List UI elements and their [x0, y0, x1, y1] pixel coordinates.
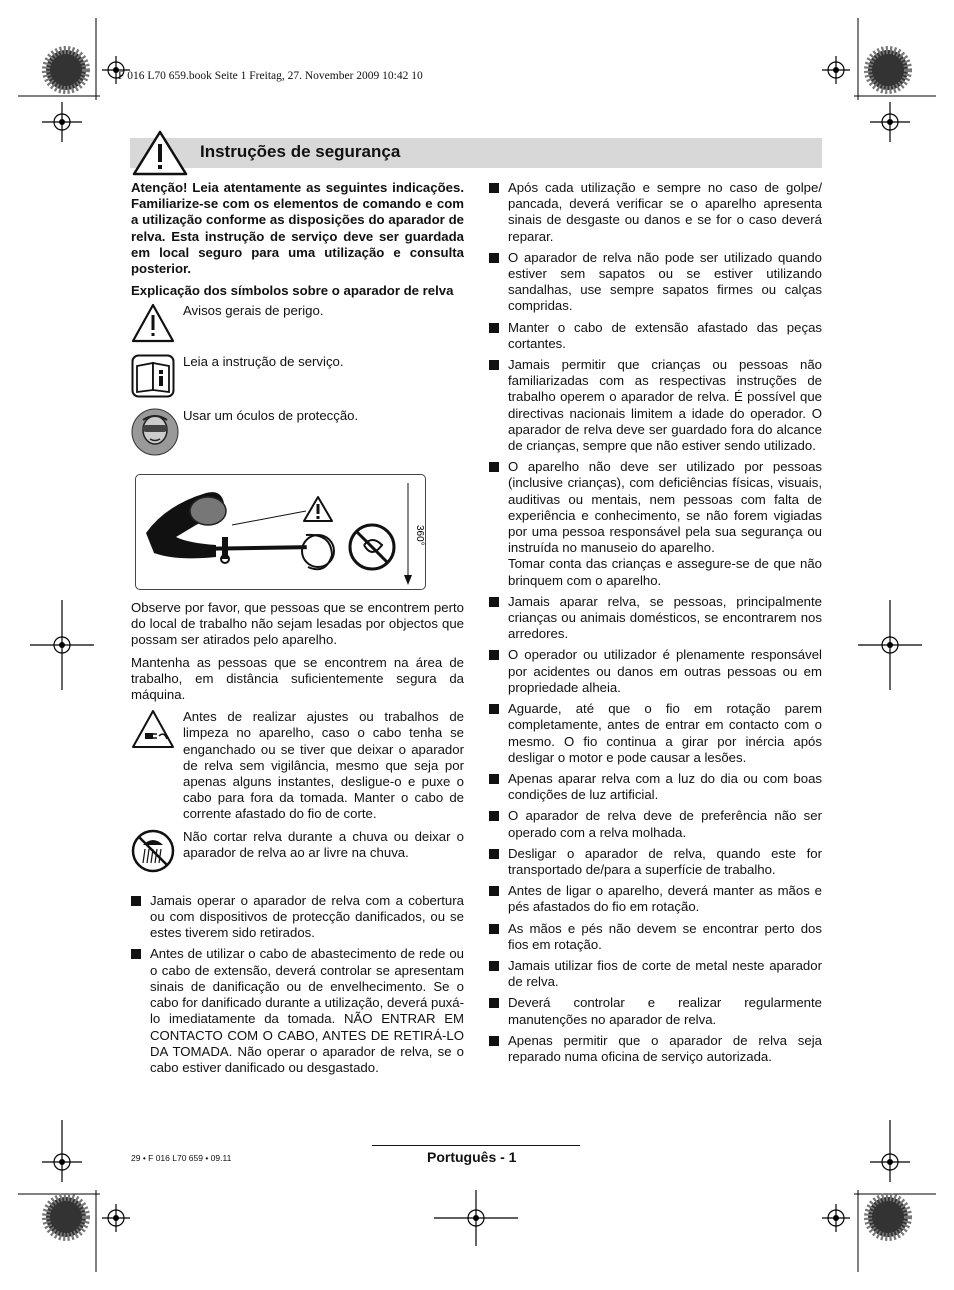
- footer-rule: [372, 1145, 580, 1146]
- list-item: Manter o cabo de extensão afastado das peças cortantes.: [489, 320, 822, 352]
- left-column: [131, 180, 464, 1081]
- section-title: Instruções de segurança: [200, 142, 401, 161]
- list-item: Antes de ligar o aparelho, deverá manter as mãos e pés afastados do fio em rotação.: [489, 883, 822, 915]
- bullet-square-icon: [489, 998, 499, 1008]
- unplug-paragraph: Antes de realizar ajustes ou trabalhos de limpeza no aparelho, caso o cabo tenha se enganchado ou se tiver que deixar o aparador de relva sem vigilância, mesmo que seja por apenas alguns instantes, desligue-o e puxe o cabo para fora da tomada. Manter o cabo de corrente afastado do fio de corte.: [183, 709, 464, 822]
- unplug-warning-icon: [131, 709, 175, 749]
- symbol-text: Leia a instrução de serviço.: [183, 353, 344, 369]
- list-item: Aguarde, até que o fio em rotação parem completamente, antes de entrar em contacto com o mesmo. O fio continua a girar por inércia após desligar o motor e pode causar a lesões.: [489, 701, 822, 766]
- bullet-square-icon: [489, 360, 499, 370]
- list-item: O operador ou utilizador é plenamente responsável por acidentes ou danos em outras pessoas ou em propriedade alheia.: [489, 647, 822, 696]
- no-rain-icon: [131, 829, 175, 873]
- list-item: O aparador de relva não pode ser utilizado quando estiver sem sapatos ou se estiver utilizando sandalhas, use sempre sapatos firmes ou calças compridas.: [489, 250, 822, 315]
- right-column: [489, 180, 822, 1070]
- symbol-row: [131, 709, 464, 822]
- symbols-heading: Explicação dos símbolos sobre o aparador de relva: [131, 283, 454, 299]
- bullet-square-icon: [489, 704, 499, 714]
- bullet-square-icon: [489, 597, 499, 607]
- bullet-square-icon: [489, 849, 499, 859]
- symbol-text: Avisos gerais de perigo.: [183, 303, 324, 319]
- list-item: Após cada utilização e sempre no caso de golpe/ pancada, deverá verificar se o aparelho apresenta sinais de desgaste ou danos e se for o caso deverá reparar.: [489, 180, 822, 245]
- list-item: Jamais aparar relva, se pessoas, principalmente crianças ou animais domésticos, se encontrarem nos arredores.: [489, 594, 822, 643]
- bullet-square-icon: [489, 774, 499, 784]
- symbol-row: [131, 354, 464, 402]
- symbol-row: [131, 408, 464, 460]
- list-item: Antes de utilizar o cabo de abastecimento de rede ou o cabo de extensão, deverá controlar se apresentam sinais de danificação ou de envelhecimento. Se o cabo for danificado durante a utilização, deverá puxá-lo imediatamente da tomada. NÃO ENTRAR EM CONTACTO COM O CABO, ANTES DE RETIRÁ-LO DA TOMADA. Não operar o aparador de relva, se o cabo estiver danificado ou desgastado.: [131, 946, 464, 1076]
- bullet-square-icon: [489, 924, 499, 934]
- bullet-square-icon: [131, 949, 141, 959]
- bullet-square-icon: [489, 811, 499, 821]
- symbol-row: [131, 303, 464, 347]
- list-item: O aparelho não deve ser utilizado por pessoas (inclusive crianças), com deficiências físicas, visuais, auditivas ou mentais, nem pessoas com falta de experiência e conhecimento, se não forem vigiadas por uma pessoa responsável pela sua segurança ou instruída no manuseio do aparelho. Tomar conta das crianças e assegure-se de que não brinquem com o aparelho.: [489, 459, 822, 589]
- observe-paragraph: Observe por favor, que pessoas que se encontrem perto do local de trabalho não sejam lesadas por objectos que possam ser atirados pelo aparelho.: [131, 600, 464, 648]
- footer-page-label: Português - 1: [427, 1149, 517, 1165]
- symbol-text: Usar um óculos de protecção.: [183, 407, 359, 423]
- warning-triangle-icon: [130, 130, 190, 176]
- list-item: O aparador de relva deve de preferência não ser operado com a relva molhada.: [489, 808, 822, 840]
- bullet-square-icon: [489, 961, 499, 971]
- bullet-square-icon: [489, 1036, 499, 1046]
- operator-trimmer-illustration: [136, 475, 425, 589]
- rotation-angle-label: 360°: [414, 525, 425, 546]
- intro-warning: Atenção! Leia atentamente as seguintes indicações. Familiarize-se com os elementos de comando e com a utilização conforme as disposições do aparador de relva. Esta instrução de serviço deve ser guardada em local seguro para uma utilização e consulta posterior.: [131, 180, 464, 277]
- bullet-square-icon: [131, 896, 141, 906]
- bullet-square-icon: [489, 183, 499, 193]
- bullet-square-icon: [489, 462, 499, 472]
- left-bullet-list: [131, 893, 464, 1076]
- children-note: Tomar conta das crianças e assegure-se de que não brinquem com o aparelho.: [508, 556, 822, 588]
- rain-paragraph: Não cortar relva durante a chuva ou deixar o aparador de relva ao ar livre na chuva.: [183, 828, 464, 860]
- manual-info-icon: [131, 354, 175, 398]
- right-bullet-list: [489, 180, 822, 1065]
- bullet-square-icon: [489, 886, 499, 896]
- bullet-square-icon: [489, 650, 499, 660]
- trimmer-figure: [135, 474, 426, 590]
- list-item: Desligar o aparador de relva, quando este for transportado de/para a superfície de trabalho.: [489, 846, 822, 878]
- list-item: Jamais operar o aparador de relva com a cobertura ou com dispositivos de protecção danificados, ou se estes tiverem sido retirados.: [131, 893, 464, 942]
- footer-code: 29 • F 016 L70 659 • 09.11: [131, 1153, 232, 1163]
- list-item: Jamais permitir que crianças ou pessoas não familiarizadas com as respectivas instruções de trabalho operem o aparador de relva. É possível que directivas nacionais limitem a idade do operador. O aparador de relva deve ser guardado fora do alcance de crianças, sempre que não estiver sendo utilizado.: [489, 357, 822, 454]
- symbol-row: [131, 829, 464, 877]
- keep-distance-paragraph: Mantenha as pessoas que se encontrem na área de trabalho, em distância suficientemente segura da máquina.: [131, 654, 464, 703]
- list-item: Jamais utilizar fios de corte de metal neste aparador de relva.: [489, 958, 822, 990]
- safety-goggles-icon: [131, 408, 179, 456]
- list-item: Apenas permitir que o aparador de relva seja reparado numa oficina de serviço autorizada.: [489, 1033, 822, 1065]
- list-item: Deverá controlar e realizar regularmente manutenções no aparador de relva.: [489, 995, 822, 1027]
- print-header: F 016 L70 659.book Seite 1 Freitag, 27. November 2009 10:42 10: [118, 70, 423, 82]
- list-item: As mãos e pés não devem se encontrar perto dos fios em rotação.: [489, 921, 822, 953]
- list-item: Apenas aparar relva com a luz do dia ou com boas condições de luz artificial.: [489, 771, 822, 803]
- bullet-square-icon: [489, 253, 499, 263]
- warning-triangle-icon: [131, 303, 175, 343]
- bullet-square-icon: [489, 323, 499, 333]
